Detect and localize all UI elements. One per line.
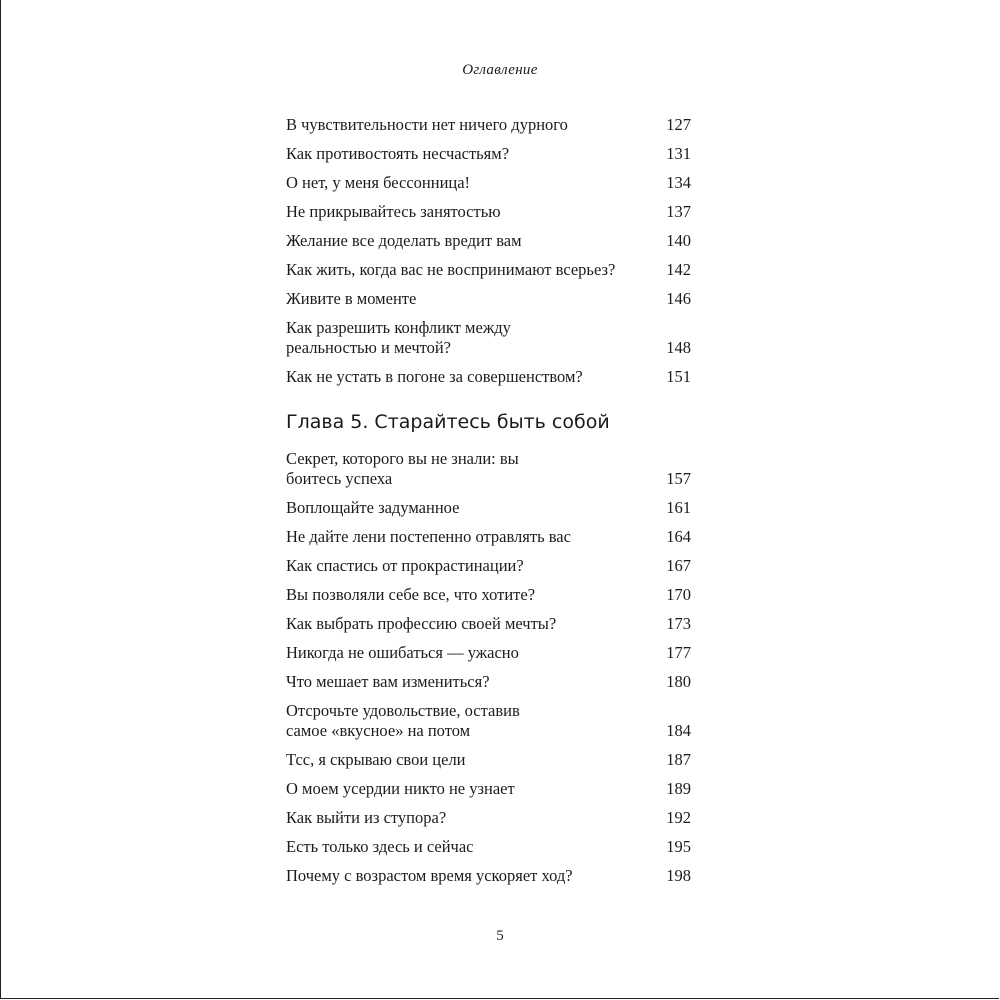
toc-entry-page: 184 [666,721,691,740]
toc-entry-title: Есть только здесь и сейчас [286,837,474,856]
toc-entry-title: О нет, у меня бессонница! [286,173,471,192]
page-number: 5 [496,928,504,944]
toc-entry-page: 146 [666,289,691,308]
toc-entry[interactable] [286,498,691,518]
toc-entry[interactable] [286,837,691,857]
toc-entry-title: Как разрешить конфликт между реальностью и мечтой? [286,318,511,357]
toc-entry-title: Не дайте лени постепенно отравлять вас [286,527,571,546]
toc-entry-title: Отсрочьте удовольствие, оставив самое «вкусное» на потом [286,701,520,740]
toc-entry-page: 151 [666,367,691,386]
toc-entry[interactable] [286,643,691,663]
toc-entry[interactable] [286,585,691,605]
toc-entry-page: 187 [666,750,691,769]
toc-entry-page: 140 [666,231,691,250]
toc-entry[interactable] [286,318,691,358]
toc-entry-page: 177 [666,643,691,662]
toc-entry[interactable] [286,556,691,576]
toc-entry-page: 170 [666,585,691,604]
toc-entry-page: 164 [666,527,691,546]
toc-entry-page: 134 [666,173,691,192]
toc-entry-title: Как не устать в погоне за совершенством? [286,367,583,386]
table-of-contents [286,115,691,895]
toc-entry[interactable] [286,779,691,799]
toc-entry[interactable] [286,866,691,886]
toc-entry[interactable] [286,527,691,547]
toc-entry[interactable] [286,289,691,309]
toc-entry-title: Как выбрать профессию своей мечты? [286,614,557,633]
toc-entry-title: Почему с возрастом время ускоряет ход? [286,866,573,885]
toc-entry[interactable] [286,672,691,692]
toc-entry-title: Воплощайте задуманное [286,498,460,517]
toc-entry[interactable] [286,808,691,828]
toc-entry-page: 157 [666,469,691,488]
toc-entry[interactable] [286,231,691,251]
toc-entry[interactable] [286,173,691,193]
toc-entry-page: 148 [666,338,691,357]
toc-entry-title: О моем усердии никто не узнает [286,779,515,798]
toc-entry-page: 142 [666,260,691,279]
toc-entry-title: Тсс, я скрываю свои цели [286,750,466,769]
toc-entry[interactable] [286,367,691,387]
toc-entry-title: Желание все доделать вредит вам [286,231,522,250]
toc-entry[interactable] [286,449,691,489]
toc-entry-page: 198 [666,866,691,885]
toc-entry-page: 180 [666,672,691,691]
running-head: Оглавление [462,62,538,78]
toc-entry-title: Секрет, которого вы не знали: вы боитесь успеха [286,449,519,488]
toc-entry-title: Как спастись от прокрастинации? [286,556,524,575]
toc-entry-title: Что мешает вам измениться? [286,672,490,691]
toc-entry-page: 189 [666,779,691,798]
toc-entry-page: 131 [666,144,691,163]
toc-entry-title: Не прикрывайтесь занятостью [286,202,501,221]
toc-entry-page: 137 [666,202,691,221]
toc-entry[interactable] [286,144,691,164]
toc-entry[interactable] [286,260,691,280]
toc-entry-page: 167 [666,556,691,575]
toc-entry-title: Вы позволяли себе все, что хотите? [286,585,536,604]
toc-entry[interactable] [286,614,691,634]
toc-entry-page: 173 [666,614,691,633]
toc-entry-page: 195 [666,837,691,856]
toc-entry[interactable] [286,701,691,741]
toc-entry-page: 161 [666,498,691,517]
toc-entry-title: Как противостоять несчастьям? [286,144,510,163]
toc-entry-page: 192 [666,808,691,827]
toc-entry-title: Никогда не ошибаться — ужасно [286,643,519,662]
chapter-heading[interactable]: Глава 5. Старайтесь быть собой [286,411,610,433]
toc-entry-title: В чувствительности нет ничего дурного [286,115,568,134]
toc-entry-title: Как выйти из ступора? [286,808,447,827]
toc-entry[interactable] [286,115,691,135]
toc-entry[interactable] [286,202,691,222]
toc-entry-title: Живите в моменте [286,289,417,308]
toc-entry[interactable] [286,750,691,770]
toc-entry-page: 127 [666,115,691,134]
toc-entry-title: Как жить, когда вас не воспринимают всерьез? [286,260,616,279]
